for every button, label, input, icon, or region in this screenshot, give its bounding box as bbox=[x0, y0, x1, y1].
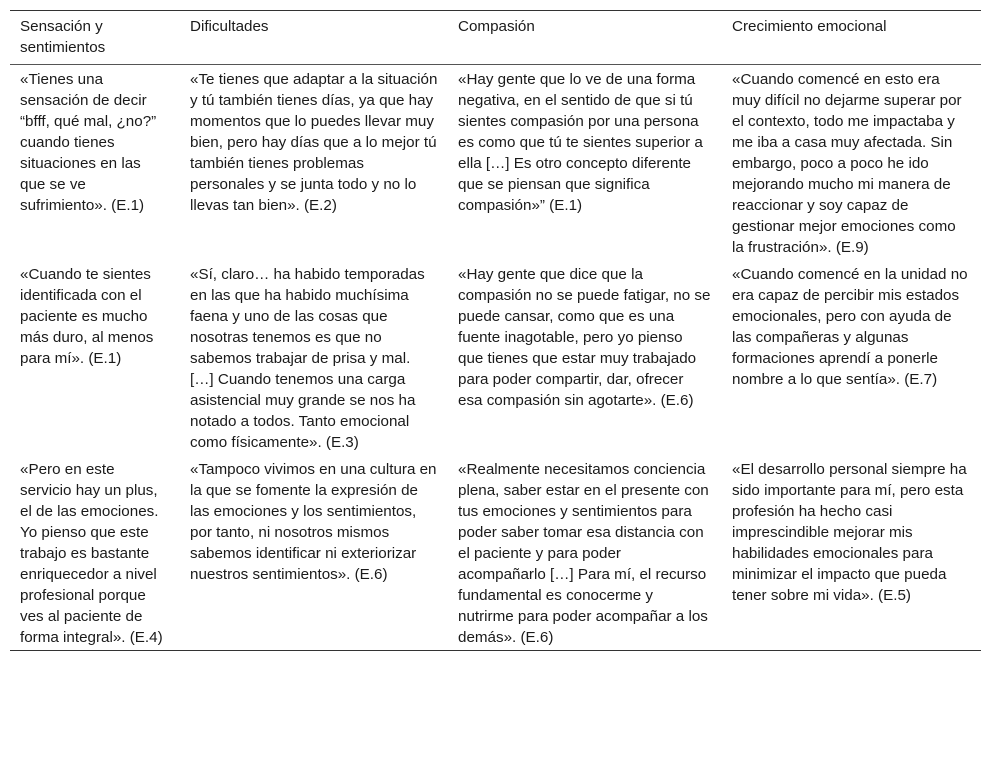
table-cell: «Hay gente que lo ve de una forma negativa, en el sentido de que si tú sientes compasión por una persona es como que tú te sientes superior a ella […] Es otro concepto diferente que se piensan que significa compasión»” (E.1) bbox=[458, 71, 703, 214]
table-cell: «Cuando comencé en la unidad no era capaz de percibir mis estados emocionales, pero con ayuda de las compañeras y algunas formaciones aprendí a ponerle nombre a lo que sentía». (E.7) bbox=[732, 266, 968, 388]
table-row bbox=[10, 260, 981, 455]
table-row bbox=[10, 65, 981, 261]
table-cell: «Realmente necesitamos conciencia plena, saber estar en el presente con tus emociones y sentimientos para poder saber tomar esa distancia con el paciente y para poder acompañarlo […] Para mí, el recurso fundamental es conocerme y nutrirme para poder acompañar a los demás». (E.6) bbox=[458, 461, 709, 646]
table-cell: «Hay gente que dice que la compasión no se puede fatigar, no se puede cansar, como que es una fuente inagotable, pero yo pienso que tienes que estar muy trabajado para poder compartir, dar, ofrecer esa compasión sin agotarte». (E.6) bbox=[458, 266, 711, 409]
table-cell: «Te tienes que adaptar a la situación y tú también tienes días, ya que hay momentos que lo puedes llevar muy bien, pero hay días que a lo mejor tú también tienes problemas personales y se junta todo y no lo llevas tan bien». (E.2) bbox=[190, 71, 438, 214]
table-cell: «Tienes una sensación de decir “bfff, qué mal, ¿no?” cuando tienes situaciones en las que se ve sufrimiento». (E.1) bbox=[20, 71, 157, 214]
table-cell: «Cuando te sientes identificada con el paciente es mucho más duro, al menos para mí». (E.1) bbox=[20, 266, 154, 367]
quotes-table-container bbox=[10, 10, 981, 651]
quotes-table bbox=[10, 10, 981, 651]
column-header-dificultades: Dificultades bbox=[190, 18, 269, 35]
table-row bbox=[10, 455, 981, 651]
table-cell: «Tampoco vivimos en una cultura en la que se fomente la expresión de las emociones y los sentimientos, por tanto, ni nosotros mismos sabemos identificar ni exteriorizar nuestros sentimientos». (E.6) bbox=[190, 461, 437, 583]
table-header-row bbox=[10, 11, 981, 65]
table-cell: «Pero en este servicio hay un plus, el de las emociones. Yo pienso que este trabajo es bastante enriquecedor a nivel profesional porque ves al paciente de forma integral». (E.4) bbox=[20, 461, 163, 646]
column-header-crecimiento: Crecimiento emocional bbox=[732, 18, 887, 35]
column-header-sensacion: Sensación y sentimientos bbox=[20, 18, 106, 56]
table-cell: «Cuando comencé en esto era muy difícil no dejarme superar por el contexto, todo me impactaba y me iba a casa muy afectada. Sin embargo, poco a poco he ido mejorando mucho mi manera de reaccionar y soy capaz de gestionar mejor emociones como la frustración». (E.9) bbox=[732, 71, 962, 256]
table-cell: «El desarrollo personal siempre ha sido importante para mí, pero esta profesión ha hecho casi imprescindible mejorar mis habilidades emocionales para minimizar el impacto que pueda tener sobre mi vida». (E.5) bbox=[732, 461, 967, 604]
table-cell: «Sí, claro… ha habido temporadas en las que ha habido muchísima faena y uno de las cosas que nosotras tenemos es que no sabemos trabajar de prisa y mal. […] Cuando tenemos una carga asistencial muy grande se nos ha notado a todos. Tanto emocional como físicamente». (E.3) bbox=[190, 266, 425, 451]
column-header-compasion: Compasión bbox=[458, 18, 535, 35]
